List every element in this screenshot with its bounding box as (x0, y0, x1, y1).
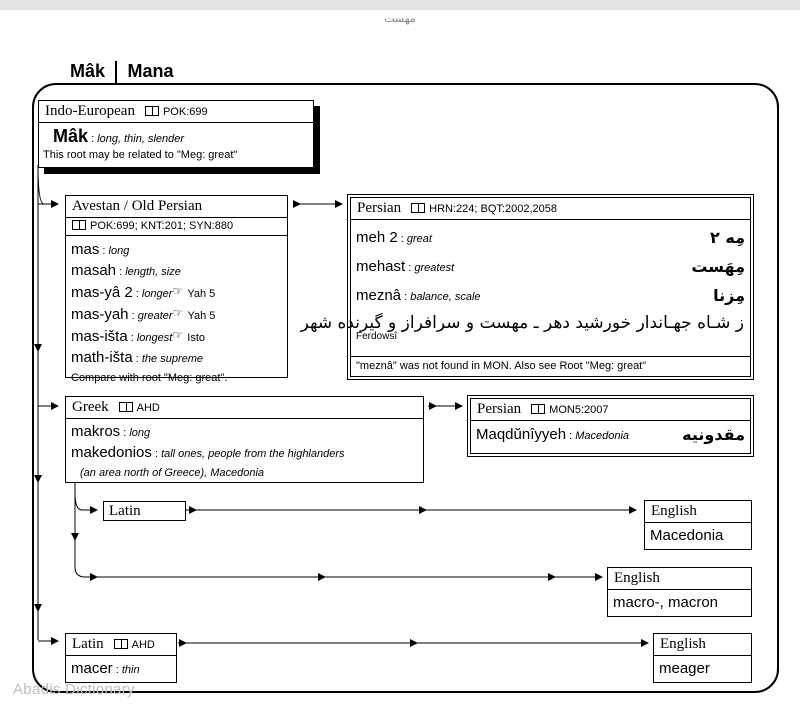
entry-word: macer (71, 660, 113, 677)
persian-entry: مِه ۲ meh 2 : great (351, 224, 750, 253)
persian-entry: مِهَست mehast : greatest (351, 253, 750, 282)
entry-gloss: greater (137, 310, 173, 322)
avestan-entry: mas-yâ 2 : longer☞ Yah 5 (71, 284, 216, 301)
persian-entry-list (300, 220, 750, 342)
book-icon (145, 106, 159, 116)
entry-gloss: long (108, 245, 130, 257)
english1-header (645, 501, 751, 523)
english2-language: English (614, 570, 660, 586)
persian-box-2 (470, 398, 751, 454)
entry-gloss: great (406, 233, 432, 245)
entry-word: makros (71, 423, 121, 440)
avestan-note: Compare with root "Meg: great". (71, 372, 228, 384)
persian-entry: مِزنا meznâ : balance, scale (351, 282, 750, 311)
greek-reference: AHD (136, 402, 160, 414)
book-icon (114, 639, 128, 649)
search-term: مهست (384, 12, 416, 25)
entry-word: meh 2 (356, 229, 398, 246)
latin-box-2 (65, 633, 177, 683)
book-icon (411, 203, 425, 213)
latin2-header (66, 634, 176, 656)
latin-box (103, 501, 186, 521)
persian2-language: Persian (477, 401, 522, 417)
persian2-reference: MON5:2007 (549, 404, 609, 416)
english1-language: English (651, 503, 697, 519)
pie-reference: POK:699 (162, 106, 208, 118)
entry-gloss: long (129, 427, 151, 439)
entry-source: Isto (187, 332, 206, 344)
english-box-meager (653, 633, 752, 683)
entry-gloss: (an area north of Greece), Macedonia (80, 467, 265, 479)
watermark: Abadis Dictionary (13, 681, 135, 698)
entry-word: mas-yâ 2 (71, 284, 133, 301)
pie-root-gloss: long, thin, slender (97, 133, 185, 145)
entry-word: mehast (356, 258, 406, 275)
avestan-header (66, 196, 287, 218)
pie-root-box (38, 100, 314, 168)
english2-header (608, 568, 751, 590)
entry-word: math-išta (71, 349, 133, 366)
greek-language: Greek (72, 399, 109, 415)
entry-word: mas (71, 241, 100, 258)
latin2-reference: AHD (131, 639, 155, 651)
avestan-ref-text: POK:699; KNT:201; SYN:880 (90, 220, 234, 232)
entry-gloss: thin (121, 664, 140, 676)
persian2-header (471, 399, 750, 421)
book-icon (531, 404, 545, 414)
entry-gloss: length, size (125, 266, 181, 278)
verse-author: Ferdowsî (356, 331, 398, 342)
english1-word: Macedonia (650, 527, 724, 544)
english-box-macedonia (644, 500, 752, 550)
persian-header (351, 198, 750, 220)
pie-language: Indo-European (45, 103, 135, 119)
entry-word: makedonios (71, 444, 152, 461)
pie-root-line: Mâk : long, thin, slender (53, 126, 185, 146)
greek-box (65, 396, 424, 483)
entry-source: Yah 5 (187, 288, 216, 300)
pointing-hand-icon: ☞ (172, 306, 184, 320)
english-box-macro (607, 567, 752, 617)
english3-language: English (660, 636, 706, 652)
english3-word: meager (659, 660, 710, 677)
english3-header (654, 634, 751, 656)
entry-gloss: tall ones, people from the highlanders (161, 448, 345, 460)
avestan-entry: mas-yah : greater☞ Yah 5 (71, 306, 216, 323)
latin2-language: Latin (72, 636, 104, 652)
pointing-hand-icon: ☞ (172, 328, 184, 342)
heading-root: Mâk (70, 61, 106, 81)
avestan-references (66, 218, 287, 236)
persian-note: "meznâ" was not found in MON. Also see Root "Meg: great" (356, 360, 647, 372)
entry-persian-script: مقدونيه (682, 425, 745, 444)
entry-gloss: the supreme (141, 353, 204, 365)
entry-word: meznâ (356, 287, 402, 304)
english2-word: macro-, macron (613, 594, 719, 611)
greek-entry: makros : long (71, 423, 151, 440)
persian-box (300, 197, 751, 377)
persian-reference: HRN:224; BQT:2002,2058 (429, 203, 557, 215)
greek-header (66, 397, 423, 419)
persian2-entry: مقدونيه Maqdŭnîyyeh : Macedonia (471, 421, 750, 450)
entry-source: Yah 5 (187, 310, 216, 322)
entry-persian-script: مِزنا (713, 286, 745, 305)
entry-word: Maqdŭnîyyeh (476, 426, 567, 443)
greek-entry: makedonios : tall ones, people from the highlanders (71, 444, 345, 461)
persian-verse: ز شـاه جهـاندار خورشيد دهر ـ مهست و سرافراز و گيرنده شهر (300, 313, 744, 333)
book-icon (119, 402, 133, 412)
pie-root-word: Mâk (53, 126, 89, 146)
entry-word: mas-išta (71, 328, 128, 345)
entry-gloss: balance, scale (410, 291, 481, 303)
avestan-entry: math-išta : the supreme (71, 349, 204, 366)
avestan-entry-list (66, 236, 287, 384)
persian-language: Persian (357, 200, 402, 216)
avestan-entry: mas : long (71, 241, 130, 258)
entry-gloss: Macedonia (575, 430, 630, 442)
entry-word: mas-yah (71, 306, 129, 323)
avestan-box (65, 195, 288, 384)
entry-gloss: longest (136, 332, 173, 344)
latin-language: Latin (109, 503, 141, 519)
book-icon (72, 220, 86, 230)
avestan-language: Avestan / Old Persian (72, 198, 203, 214)
greek-gloss-continued (66, 464, 423, 481)
avestan-entry: mas-išta : longest☞ Isto (71, 328, 206, 345)
entry-gloss: longer (141, 288, 173, 300)
heading-root-alt: Mana (127, 61, 174, 81)
persian-footer (351, 356, 750, 376)
latin-header (104, 502, 185, 520)
entry-gloss: greatest (414, 262, 455, 274)
pointing-hand-icon: ☞ (172, 284, 184, 298)
avestan-entry: masah : length, size (71, 262, 181, 279)
entry-persian-script: مِه ۲ (710, 228, 745, 247)
greek-entry-list (66, 419, 423, 481)
pie-header (39, 101, 313, 123)
latin2-entry: macer : thin (71, 660, 140, 677)
entry-persian-script: مِهَست (691, 257, 745, 276)
pie-note: This root may be related to "Meg: great" (43, 149, 238, 161)
entry-word: masah (71, 262, 117, 279)
